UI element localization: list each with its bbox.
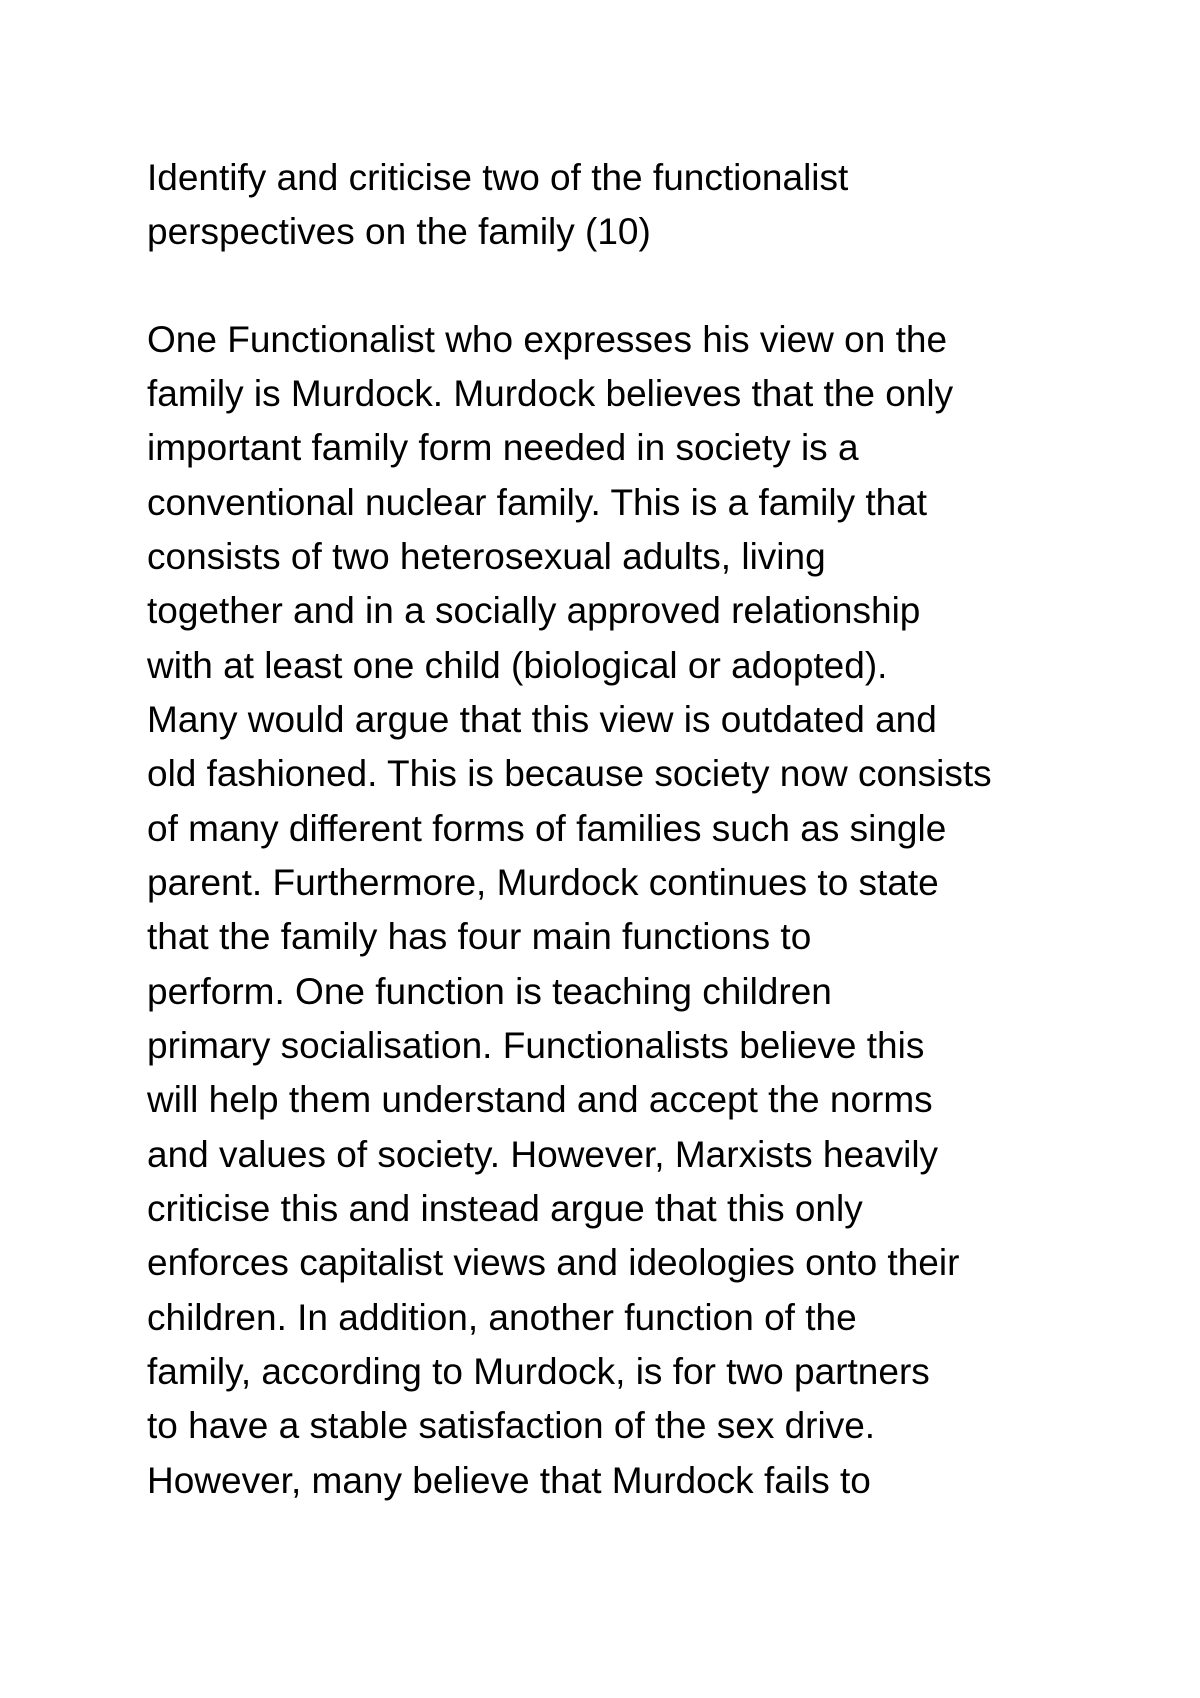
body-line: family is Murdock. Murdock believes that the only <box>147 373 954 414</box>
body-line: important family form needed in society is a <box>147 427 859 468</box>
body-line: to have a stable satisfaction of the sex drive. <box>147 1405 876 1446</box>
body-line: Many would argue that this view is outdated and <box>147 699 937 740</box>
body-line: perform. One function is teaching children <box>147 971 832 1012</box>
body-line: of many different forms of families such as single <box>147 808 947 849</box>
body-line: family, according to Murdock, is for two partners <box>147 1351 930 1392</box>
question-title-line-1: Identify and criticise two of the functionalist <box>147 157 849 198</box>
body-line: However, many believe that Murdock fails to <box>147 1460 871 1501</box>
body-line: together and in a socially approved relationship <box>147 590 921 631</box>
body-line: criticise this and instead argue that this only <box>147 1188 863 1229</box>
body-line: and values of society. However, Marxists heavily <box>147 1134 939 1175</box>
body-line: One Functionalist who expresses his view on the <box>147 319 948 360</box>
body-line: enforces capitalist views and ideologies onto their <box>147 1242 960 1283</box>
body-line: parent. Furthermore, Murdock continues to state <box>147 862 939 903</box>
body-line: children. In addition, another function of the <box>147 1297 857 1338</box>
body-line: that the family has four main functions to <box>147 916 812 957</box>
body-line: with at least one child (biological or adopted). <box>147 645 888 686</box>
body-line: will help them understand and accept the norms <box>147 1079 933 1120</box>
body-line: conventional nuclear family. This is a family that <box>147 482 928 523</box>
question-title-line-2: perspectives on the family (10) <box>147 211 651 252</box>
body-line: primary socialisation. Functionalists believe this <box>147 1025 925 1066</box>
body-line: old fashioned. This is because society now consists <box>147 753 992 794</box>
body-line: consists of two heterosexual adults, living <box>147 536 826 577</box>
